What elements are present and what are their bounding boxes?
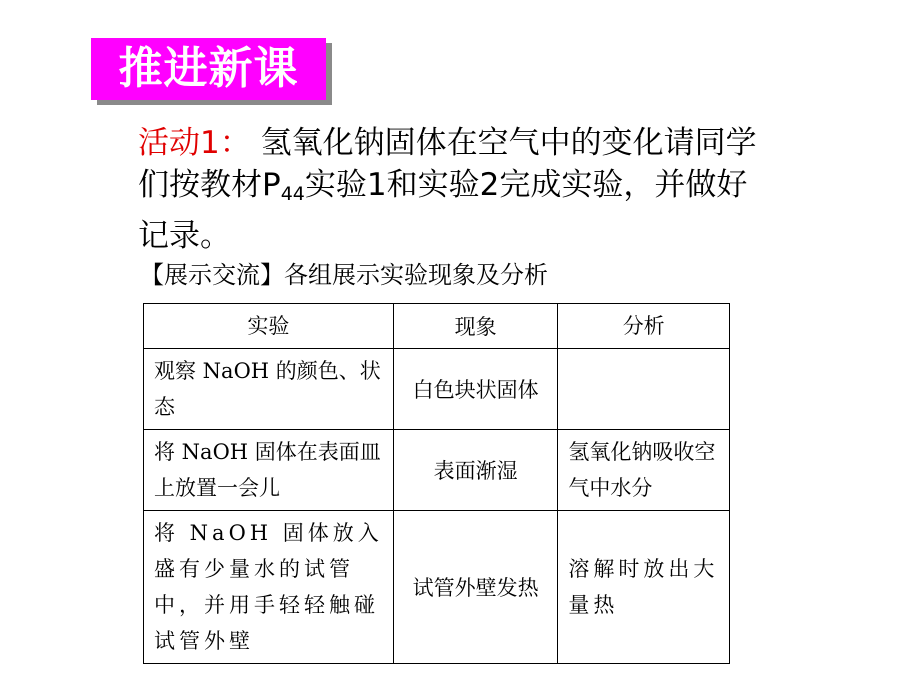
cell-experiment: 将 NaOH 固体在表面皿上放置一会儿 bbox=[144, 430, 394, 511]
activity-text-a: 氢氧化钠固体在空气中的变化请同学们按教材P bbox=[138, 125, 757, 203]
table-row bbox=[144, 511, 730, 664]
activity-subscript: 44 bbox=[280, 183, 305, 205]
table-row bbox=[144, 349, 730, 430]
section-label: 【展示交流】各组展示实验现象及分析 bbox=[140, 261, 548, 289]
cell-phenomenon: 表面渐湿 bbox=[393, 430, 558, 511]
cell-analysis: 溶解时放出大量热 bbox=[558, 511, 730, 664]
activity-instructions bbox=[138, 122, 778, 257]
table-header-row bbox=[144, 304, 730, 349]
page-title: 推进新课 bbox=[91, 38, 326, 100]
cell-experiment: 观察 NaOH 的颜色、状态 bbox=[144, 349, 394, 430]
header-analysis: 分析 bbox=[558, 304, 730, 349]
activity-text-b: 实验1和实验2完成实验，并做好记录。 bbox=[138, 167, 748, 254]
cell-phenomenon: 白色块状固体 bbox=[393, 349, 558, 430]
activity-label: 活动1： bbox=[138, 125, 251, 161]
table-row bbox=[144, 430, 730, 511]
header-phenomenon: 现象 bbox=[393, 304, 558, 349]
cell-analysis: 氢氧化钠吸收空气中水分 bbox=[558, 430, 730, 511]
experiment-table bbox=[143, 303, 730, 664]
cell-experiment: 将 NaOH 固体放入盛有少量水的试管中，并用手轻轻触碰试管外壁 bbox=[144, 511, 394, 664]
cell-analysis bbox=[558, 349, 730, 430]
cell-phenomenon: 试管外壁发热 bbox=[393, 511, 558, 664]
header-experiment: 实验 bbox=[144, 304, 394, 349]
